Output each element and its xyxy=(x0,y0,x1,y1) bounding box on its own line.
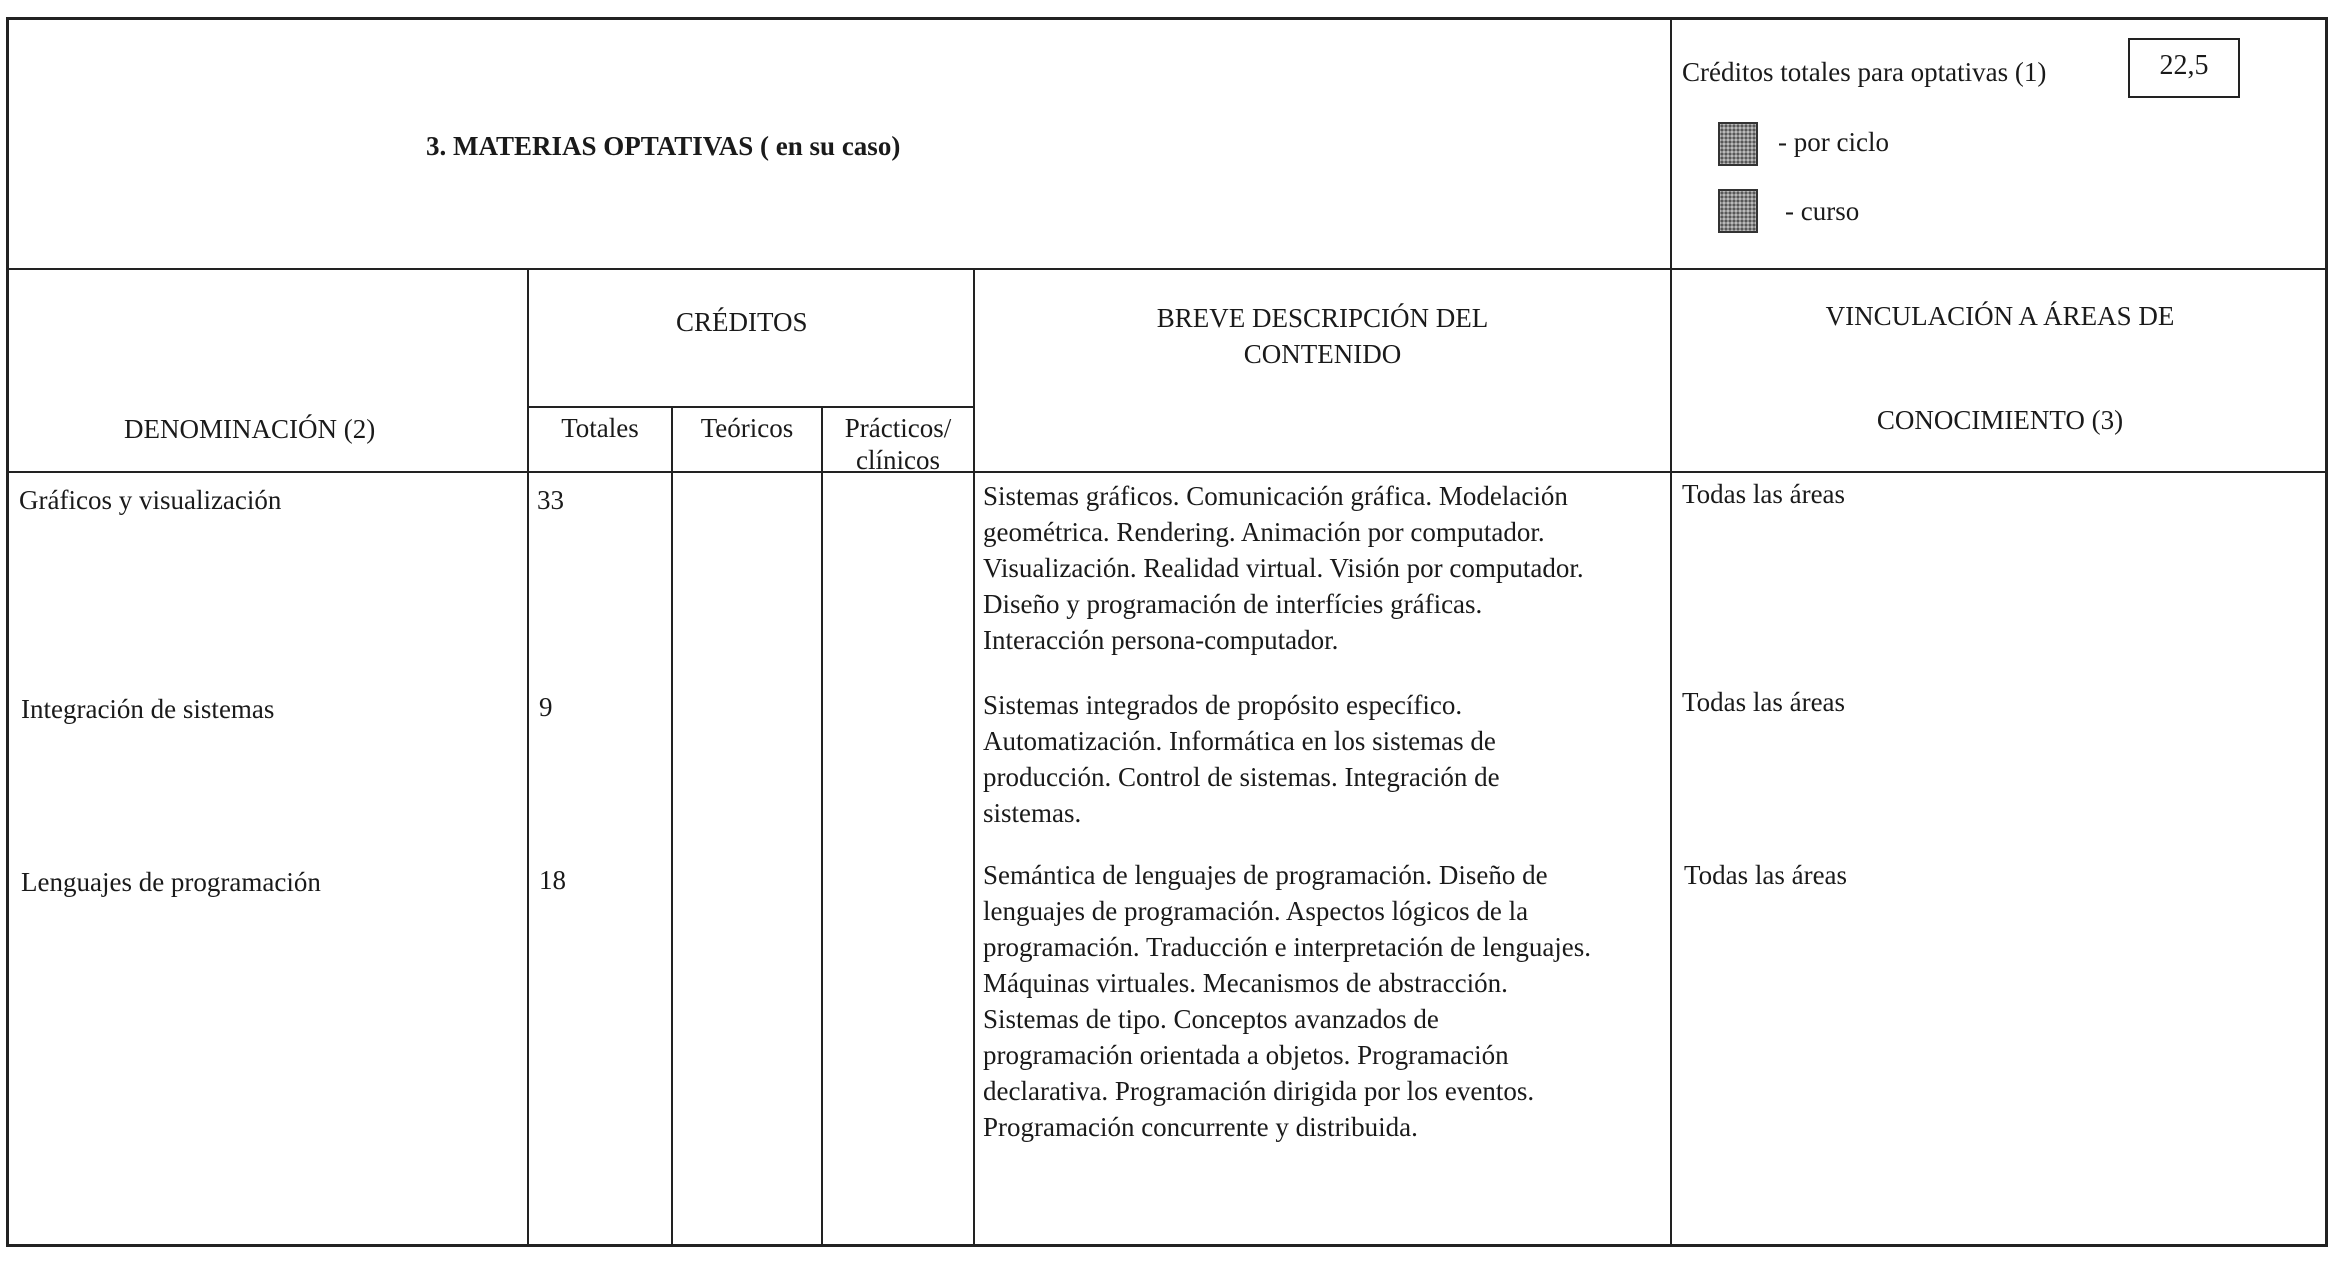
row-description-line: Automatización. Informática en los sistemas de xyxy=(983,726,1496,756)
col-header-teoricos: Teóricos xyxy=(700,413,794,443)
row-areas: Todas las áreas xyxy=(1682,687,1846,717)
header-right-divider xyxy=(1670,17,1672,1247)
row-description-line: Visualización. Realidad virtual. Visión por computador. xyxy=(983,553,1584,583)
col-header-creditos: CRÉDITOS xyxy=(676,307,808,337)
row-description-line: Sistemas de tipo. Conceptos avanzados de xyxy=(983,1004,1439,1034)
col-header-practicos-line2: clínicos xyxy=(856,445,940,475)
col-header-descripcion-line2: CONTENIDO xyxy=(1243,339,1402,369)
row-totales: 18 xyxy=(539,865,566,895)
col-header-vinculacion-line1: VINCULACIÓN A ÁREAS DE xyxy=(1825,301,2175,331)
row-name: Lenguajes de programación xyxy=(21,867,321,897)
row-description-line: Sistemas integrados de propósito específico. xyxy=(983,690,1463,720)
row-description-line: sistemas. xyxy=(983,798,1082,828)
row-description-line: Interacción persona-computador. xyxy=(983,625,1339,655)
row-name: Integración de sistemas xyxy=(21,694,275,724)
col-header-descripcion-line1: BREVE DESCRIPCIÓN DEL xyxy=(1156,303,1489,333)
row-description-line: Máquinas virtuales. Mecanismos de abstracción. xyxy=(983,968,1508,998)
row-description-line: Semántica de lenguajes de programación. Diseño de xyxy=(983,860,1548,890)
col-divider-teoricos xyxy=(821,406,823,1247)
row-name: Gráficos y visualización xyxy=(19,485,282,515)
shaded-square-icon xyxy=(1718,122,1758,166)
col-header-denominacion: DENOMINACIÓN (2) xyxy=(124,414,376,444)
row-description-line: lenguajes de programación. Aspectos lógicos de la xyxy=(983,896,1529,926)
credits-total-label: Créditos totales para optativas (1) xyxy=(1682,57,2047,87)
row-description-line: geométrica. Rendering. Animación por computador. xyxy=(983,517,1545,547)
row-description-line: programación orientada a objetos. Programación xyxy=(983,1040,1509,1070)
row-description-line: declarativa. Programación dirigida por los eventos. xyxy=(983,1076,1535,1106)
creditos-subheader-line xyxy=(527,406,973,408)
legend-por-ciclo: - por ciclo xyxy=(1778,127,1889,157)
col-header-totales: Totales xyxy=(561,413,639,443)
row-description-line: programación. Traducción e interpretación de lenguajes. xyxy=(983,932,1592,962)
column-header-bottom-line xyxy=(6,471,2328,473)
col-divider-creditos xyxy=(973,268,975,1247)
legend-curso: - curso xyxy=(1785,196,1860,226)
row-description-line: Programación concurrente y distribuida. xyxy=(983,1112,1418,1142)
shaded-square-icon xyxy=(1718,189,1758,233)
row-description-line: Diseño y programación de interfícies gráficas. xyxy=(983,589,1483,619)
header-divider xyxy=(6,268,2328,270)
row-areas: Todas las áreas xyxy=(1682,479,1846,509)
credits-total-value: 22,5 xyxy=(2128,38,2240,98)
col-header-practicos-line1: Prácticos/ xyxy=(844,413,952,443)
section-title: 3. MATERIAS OPTATIVAS ( en su caso) xyxy=(426,131,901,161)
col-divider-totales xyxy=(671,406,673,1247)
row-description-line: Sistemas gráficos. Comunicación gráfica. Modelación xyxy=(983,481,1568,511)
row-totales: 9 xyxy=(539,692,553,722)
row-description-line: producción. Control de sistemas. Integración de xyxy=(983,762,1500,792)
row-areas: Todas las áreas xyxy=(1684,860,1848,890)
row-totales: 33 xyxy=(537,485,564,515)
col-header-vinculacion-line2: CONOCIMIENTO (3) xyxy=(1876,405,2124,435)
